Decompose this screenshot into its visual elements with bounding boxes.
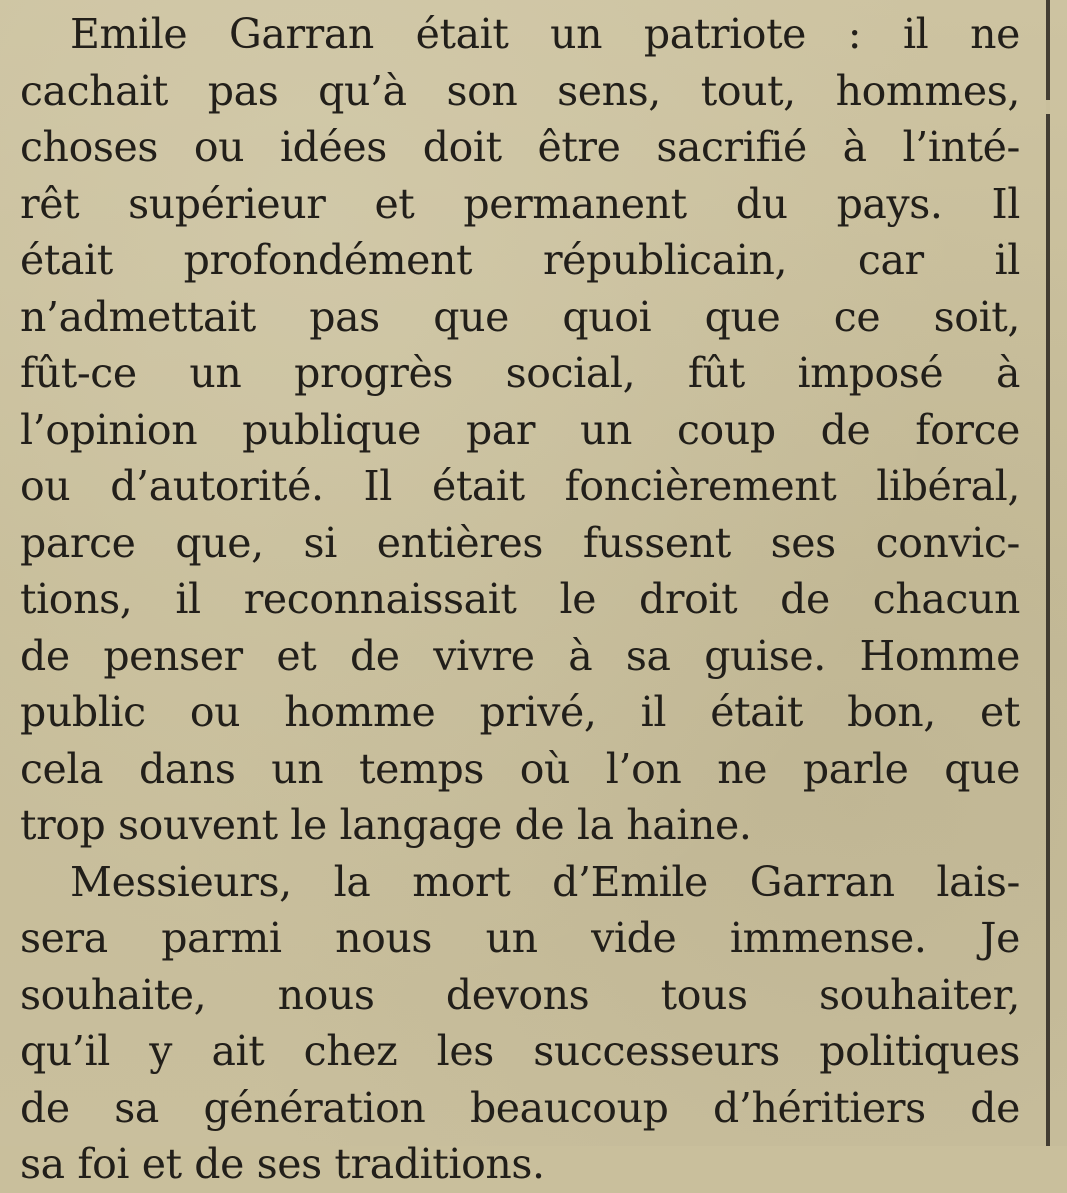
text-line: sera parmi nous un vide immense. Je (20, 914, 1020, 962)
text-line: de sa génération beaucoup d’héritiers de (20, 1083, 1020, 1132)
text-line: public ou homme privé, il était bon, et (20, 688, 1020, 736)
text-line: sa foi et de ses traditions. (20, 1140, 545, 1188)
paragraph-1 (20, 6, 1020, 854)
text-line: n’admettait pas que quoi que ce soit, (20, 292, 1020, 341)
text-line: Messieurs, la mort d’Emile Garran lais- (70, 857, 1020, 906)
paragraph-2 (20, 854, 1020, 1193)
text-line: tions, il reconnaissait le droit de chacun (20, 575, 1020, 623)
text-line: parce que, si entières fussent ses convic- (20, 518, 1020, 567)
text-line: fût-ce un progrès social, fût imposé à (20, 349, 1020, 397)
text-line: de penser et de vivre à sa guise. Homme (20, 631, 1020, 680)
text-line: ou d’autorité. Il était foncièrement libéral, (20, 462, 1020, 510)
text-line: souhaite, nous devons tous souhaiter, (20, 970, 1020, 1019)
text-line: était profondément républicain, car il (20, 236, 1020, 284)
text-line: cela dans un temps où l’on ne parle que (20, 744, 1020, 793)
text-line: choses ou idées doit être sacrifié à l’inté- (20, 123, 1020, 171)
text-line: cachait pas qu’à son sens, tout, hommes, (20, 66, 1020, 115)
text-line: Emile Garran était un patriote : il ne (70, 10, 1020, 58)
text-line: qu’il y ait chez les successeurs politiques (20, 1027, 1020, 1075)
text-line: l’opinion publique par un coup de force (20, 405, 1020, 454)
text-line: trop souvent le langage de la haine. (20, 801, 752, 849)
column-rule (1046, 0, 1050, 1146)
article-text (20, 6, 1020, 1193)
column-rule-break (1046, 100, 1050, 114)
text-line: rêt supérieur et permanent du pays. Il (20, 179, 1020, 228)
